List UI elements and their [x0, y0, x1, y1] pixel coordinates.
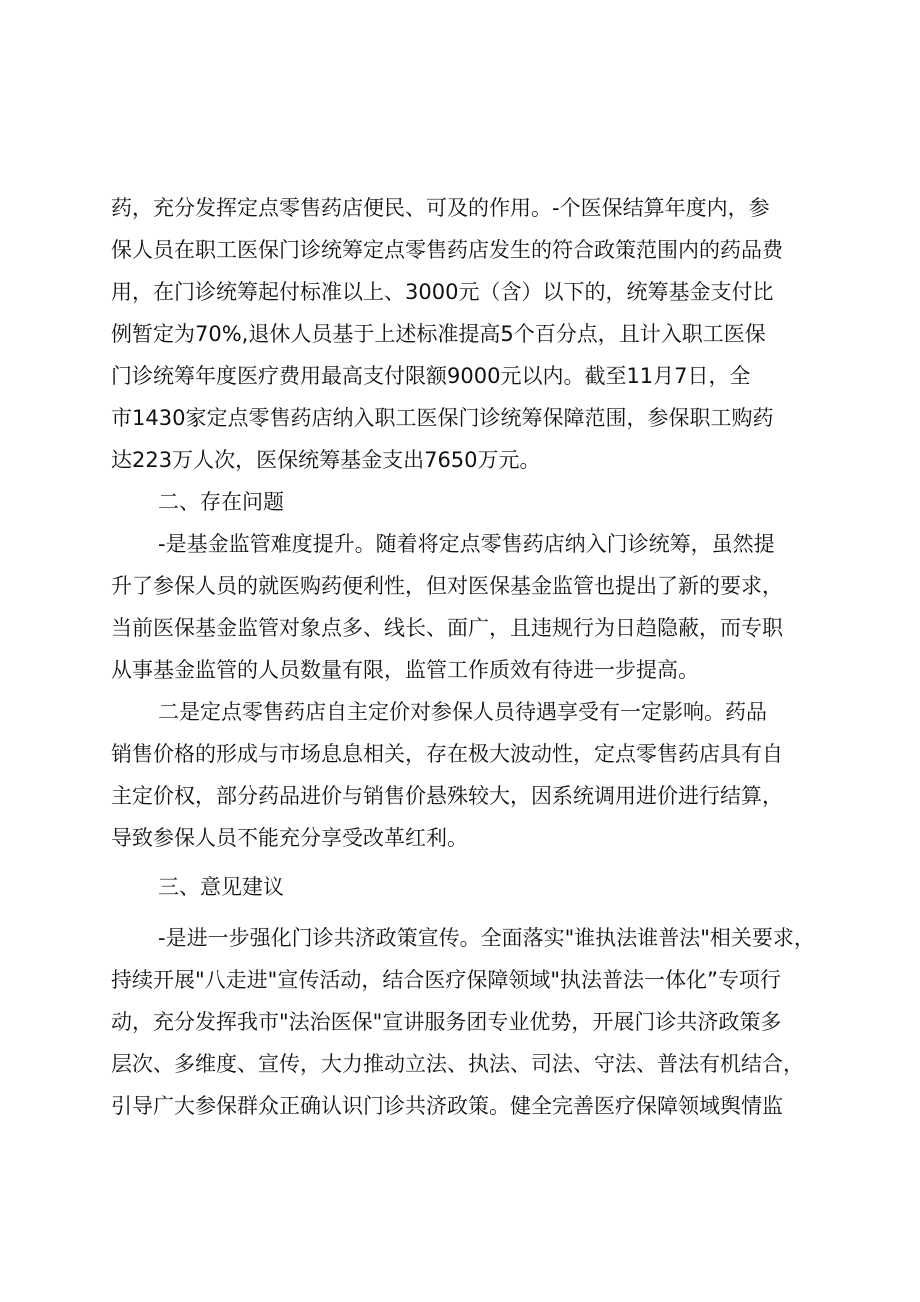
text-line: 门诊统筹年度医疗费用最高支付限额9000元以内。截至11月7日，全 — [111, 364, 751, 388]
text-line: 例暂定为70%,退休人员基于上述标准提高5个百分点，且计入职工医保 — [111, 322, 766, 346]
text-line: 销售价格的形成与市场息息相关，存在极大波动性，定点零售药店具有自 — [111, 742, 783, 766]
text-line: 主定价权，部分药品进价与销售价悬殊较大，因系统调用进价进行结算， — [111, 784, 783, 808]
text-line: 持续开展"八走进"宣传活动，结合医疗保障领域"执法普法一体化”专项行 — [111, 968, 781, 992]
text-line: -是基金监管难度提升。随着将定点零售药店纳入门诊统筹，虽然提 — [158, 532, 775, 556]
text-line: 升了参保人员的就医购药便利性，但对医保基金监管也提出了新的要求， — [111, 574, 783, 598]
text-line: 药，充分发挥定点零售药店便民、可及的作用。-个医保结算年度内，参 — [111, 196, 770, 220]
text-line: 用，在门诊统筹起付标准以上、3000元（含）以下的，统筹基金支付比 — [111, 280, 774, 304]
text-line: 层次、多维度、宣传，大力推动立法、执法、司法、守法、普法有机结合， — [111, 1052, 804, 1076]
text-line: -是进一步强化门诊共济政策宣传。全面落实"谁执法谁普法"相关要求， — [158, 926, 815, 950]
text-line: 从事基金监管的人员数量有限，监管工作质效有待进一步提高。 — [111, 658, 699, 682]
text-line: 二是定点零售药店自主定价对参保人员待遇享受有一定影响。药品 — [158, 700, 767, 724]
text-line: 当前医保基金监管对象点多、线长、面广，且违规行为日趋隐蔽，而专职 — [111, 616, 783, 640]
text-line: 导致参保人员不能充分享受改革红利。 — [111, 826, 468, 850]
section-heading: 三、意见建议 — [158, 875, 284, 899]
text-line: 市1430家定点零售药店纳入职工医保门诊统筹保障范围，参保职工购药 — [111, 406, 774, 430]
text-line: 保人员在职工医保门诊统筹定点零售药店发生的符合政策范围内的药品费 — [111, 238, 783, 262]
text-line: 达223万人次，医保统筹基金支出7650万元。 — [111, 448, 541, 472]
section-heading: 二、存在问题 — [158, 490, 284, 514]
text-line: 引导广大参保群众正确认识门诊共济政策。健全完善医疗保障领域舆情监 — [111, 1094, 783, 1118]
text-line: 动，充分发挥我市"法治医保"宣讲服务团专业优势，开展门诊共济政策多 — [111, 1010, 782, 1034]
